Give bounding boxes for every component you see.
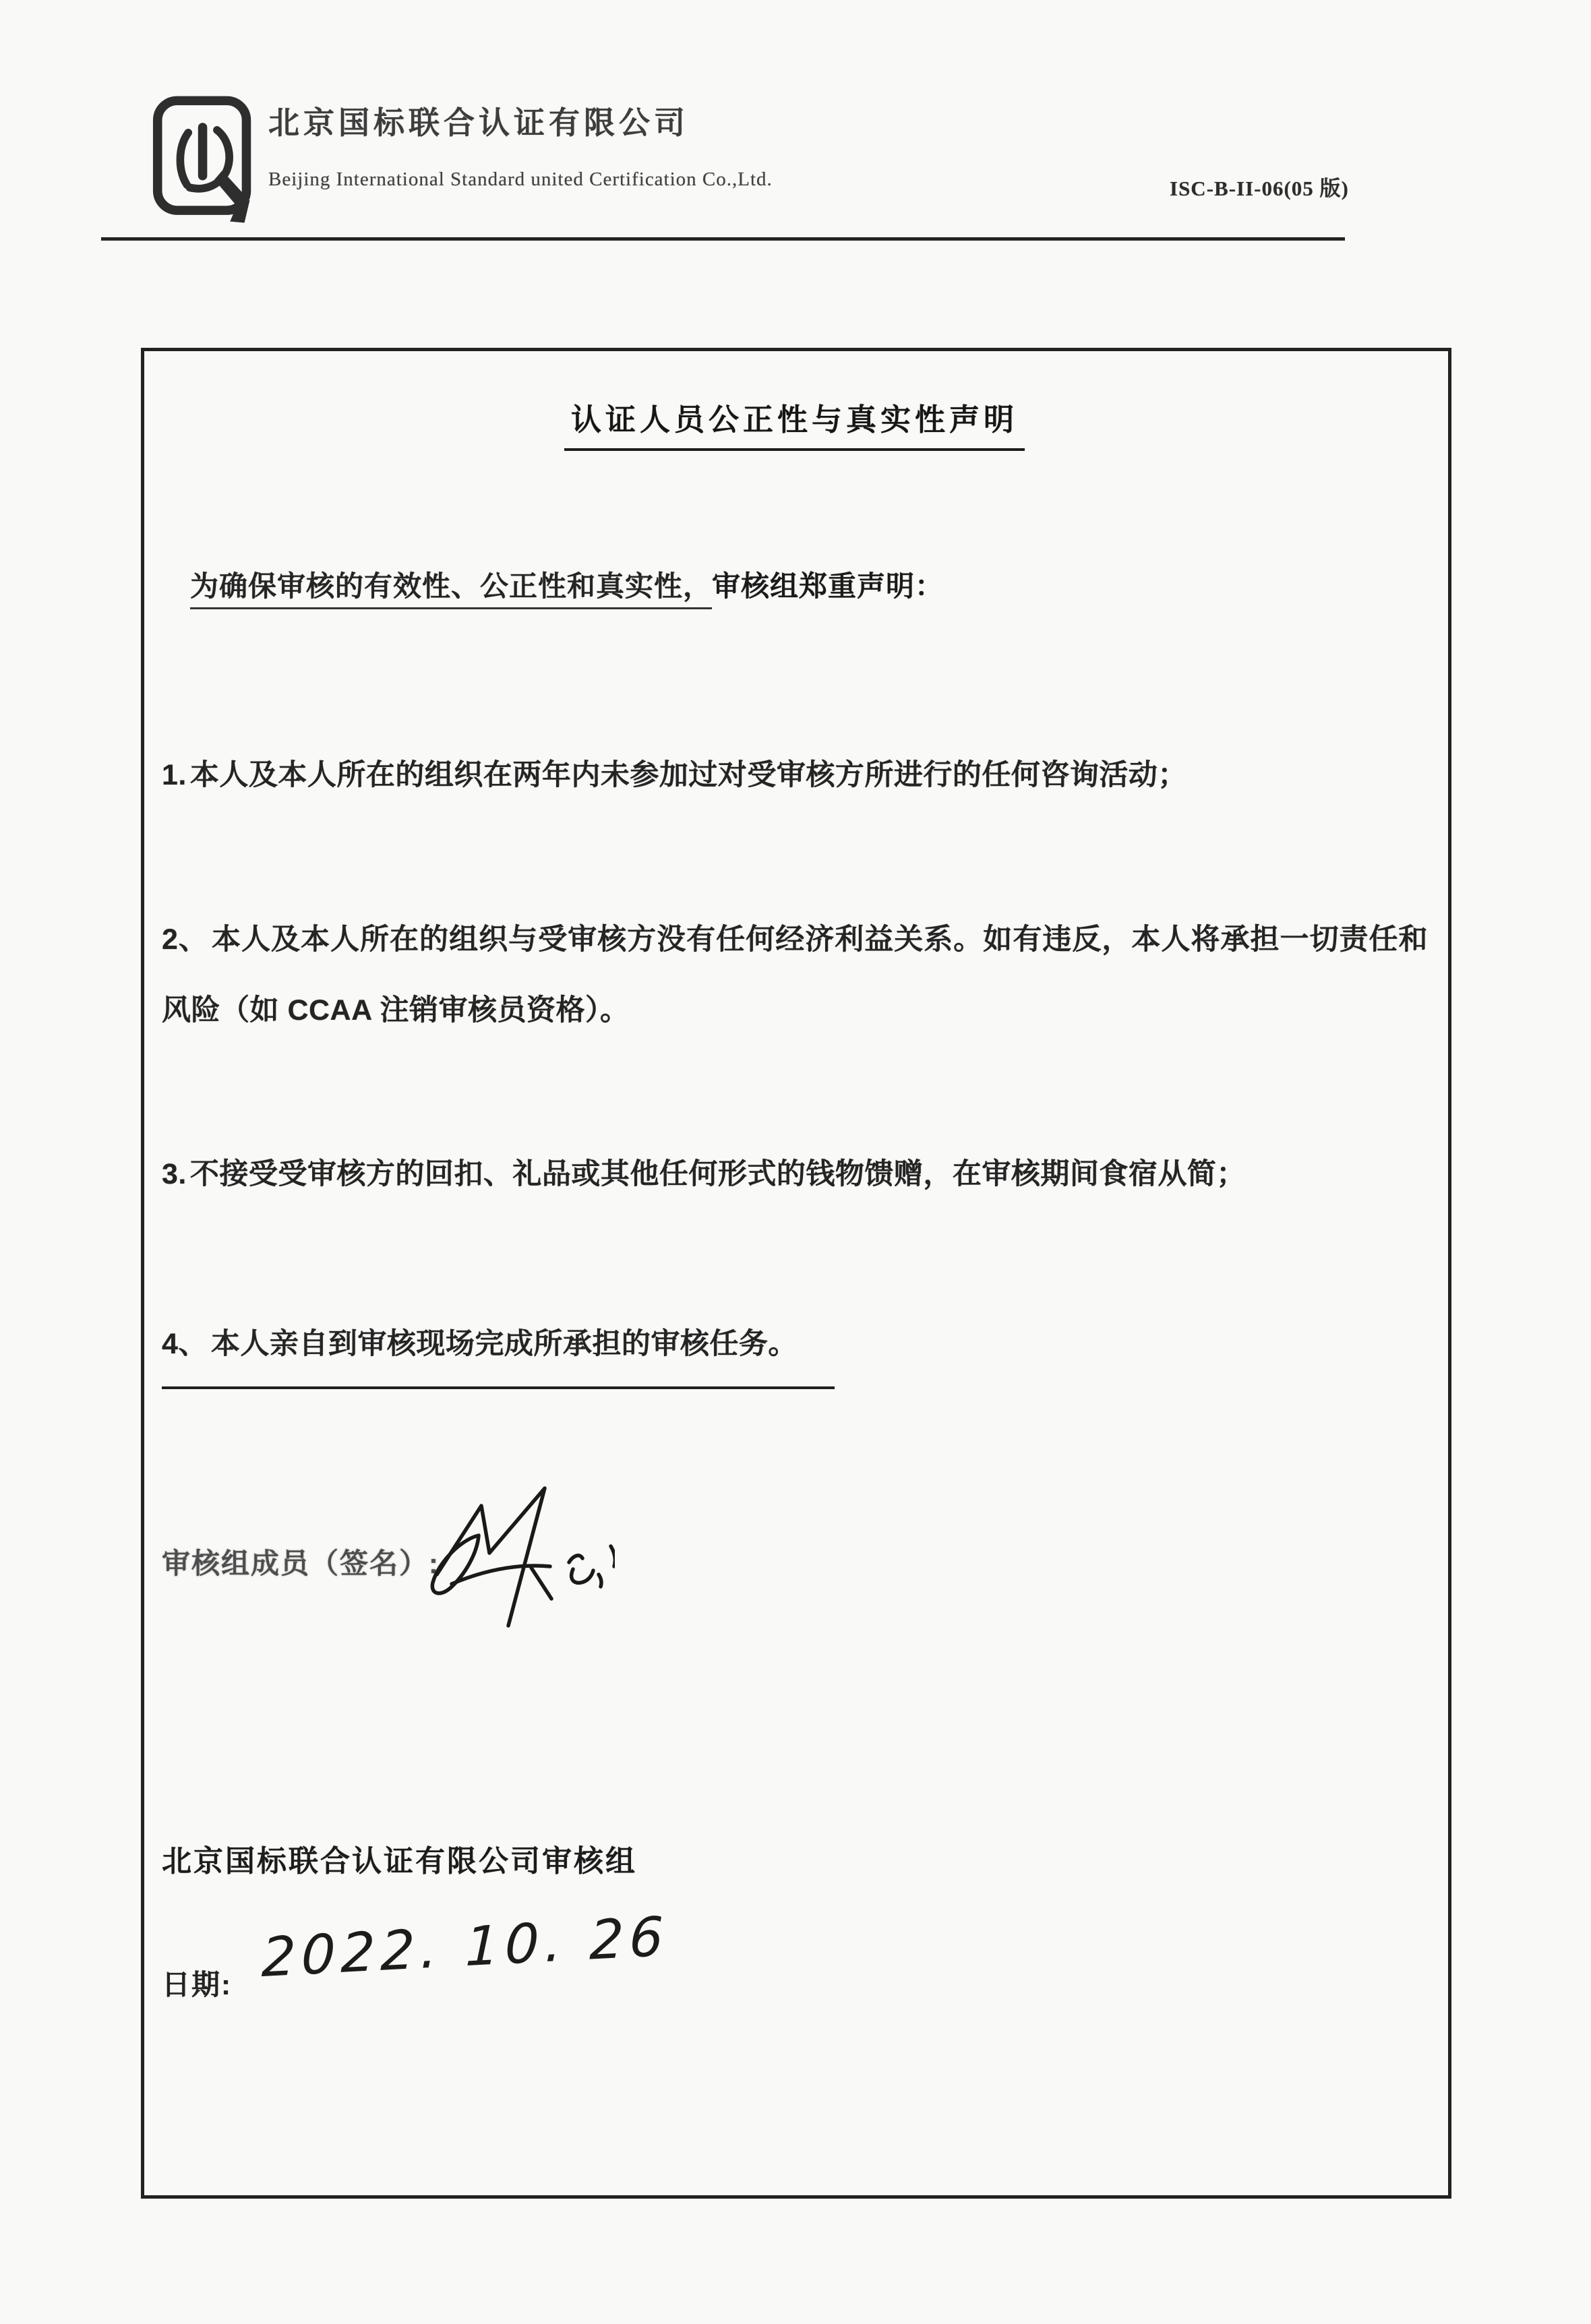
header-divider <box>101 237 1345 241</box>
company-name-cn: 北京国标联合认证有限公司 <box>268 106 689 140</box>
declaration-item-4 <box>162 1309 1428 1389</box>
declaration-item-2 <box>162 905 1428 1046</box>
handwritten-signature-icon <box>399 1473 615 1635</box>
item-2-text: 本人及本人所在的组织与受审核方没有任何经济利益关系。如有违反，本人将承担一切责任和风险（如 CCAA 注销审核员资格）。 <box>162 923 1429 1027</box>
intro-underlined-text: 为确保审核的有效性、公正性和真实性， <box>190 570 712 609</box>
declaration-item-3 <box>162 1139 1428 1210</box>
date-label: 日期: <box>162 1969 232 2000</box>
declaration-border-box <box>141 348 1451 2199</box>
item-1-text: 本人及本人所在的组织在两年内未参加过对受审核方所进行的任何咨询活动； <box>189 759 1187 791</box>
certification-company-logo-icon <box>152 94 256 226</box>
intro-paragraph <box>190 565 1404 608</box>
company-name-en: Beijing International Standard united Certification Co.,Ltd. <box>268 169 773 190</box>
item-3-number: 3. <box>162 1158 187 1190</box>
audit-team-line: 北京国标联合认证有限公司审核组 <box>162 1845 637 1878</box>
declaration-item-1 <box>162 740 1428 811</box>
form-code: ISC-B-II-06(05 版) <box>1170 177 1349 200</box>
item-3-text: 不接受受审核方的回扣、礼品或其他任何形式的钱物馈赠，在审核期间食宿从简； <box>189 1158 1246 1190</box>
item-4-text: 本人亲自到审核现场完成所承担的审核任务。 <box>210 1328 798 1360</box>
signature-label: 审核组成员（签名）: <box>162 1548 440 1579</box>
intro-rest-text: 审核组郑重声明： <box>712 570 944 602</box>
item-4-number: 4、 <box>162 1328 208 1360</box>
handwritten-date: 2022. 10. 26 <box>261 1905 669 1990</box>
item-2-number: 2、 <box>162 923 208 956</box>
title-row <box>141 395 1448 451</box>
item-1-number: 1. <box>162 759 187 791</box>
page-title: 认证人员公正性与真实性声明 <box>564 395 1025 451</box>
